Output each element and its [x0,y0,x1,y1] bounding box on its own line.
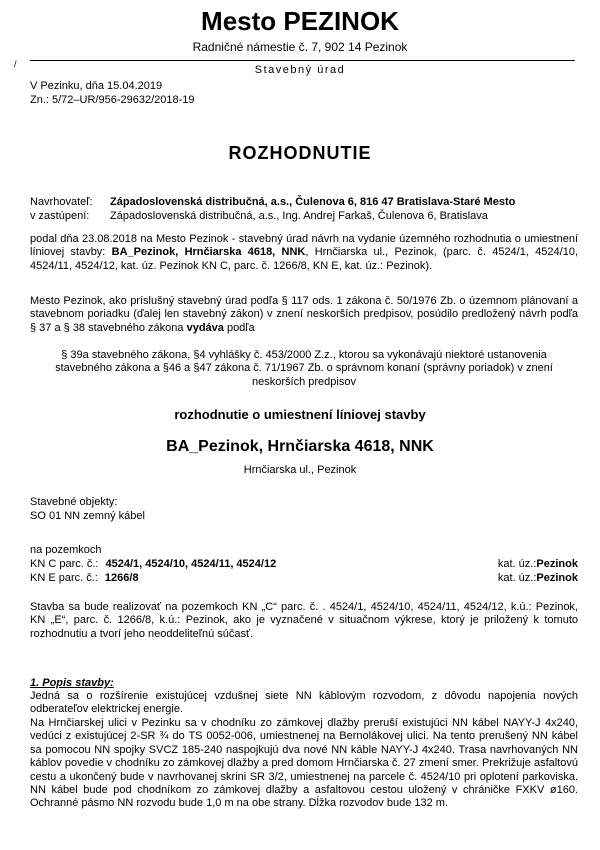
parcel-prefix: KN E parc. č.: [30,572,98,584]
applicant-value: Západoslovenská distribučná, a.s., Čulenova 6, 816 47 Bratislava-Staré Mesto [110,196,516,208]
paragraph-application [30,233,578,273]
project-name: BA_Pezinok, Hrnčiarska 4618, NNK [166,438,434,455]
paragraph-legal-basis: § 39a stavebného zákona, §4 vyhlášky č. 453/2000 Z.z., ktorou sa vykonávajú niektoré ustanovenia stavebného zákona a §46 a §47 zákona č. 71/1967 Zb. o správnom konaní (správny poriadok) v znení neskorších predpisov [55,349,553,388]
parcel-numbers: 4524/1, 4524/10, 4524/11, 4524/12 [105,558,277,570]
representative-label: v zastúpení: [30,210,90,222]
section-description-intro: Jedná sa o rozšírenie existujúcej vzdušnej siete NN káblovým rozvodom, z dôvodu napojenia nových odberateľov elektrickej energie. [30,690,578,716]
office-name: Stavebný úrad [254,64,346,76]
parcel-cadastre-kn-c [498,558,578,570]
paragraph-application-text: podal dňa 23.08.2018 na Mesto Pezinok - stavebný úrad návrh na vydanie územného rozhodnutia o umiestnení líniovej stavby: BA_Pezinok, Hrnčiarska 4618, NNK, Hrnčiarska ul., Pezinok, (parc. č. 4524/1, 4524/10, 4524/11, 4524/12, kat. úz. Pezinok KN C, parc. č. 1266/8, KN E, kat. úz.: Pezinok). [30,233,578,272]
decision-title: rozhodnutie o umiestnení líniovej stavby [174,407,426,422]
representative-value: Západoslovenská distribučná, a.s., Ing. Andrej Farkaš, Čulenova 6, Bratislava [110,210,488,222]
decision-heading: ROZHODNUTIE [228,143,372,163]
cadastre-place: Pezinok [536,572,578,584]
parcel-prefix: KN C parc. č.: [30,558,99,570]
office-address: Radničné námestie č. 7, 902 14 Pezinok [192,40,408,54]
section-title-description: 1. Popis stavby: [30,677,114,689]
paragraph-authority-tail: podľa [223,321,255,334]
parcel-row-kn-c [30,558,276,570]
cadastre-label: kat. úz.: [497,558,537,570]
project-location: Hrnčiarska ul., Pezinok [243,464,357,476]
section-description-body: Na Hrnčiarskej ulici v Pezinku sa v chodníku zo zámkovej dlažby preruší existujúci NN kábel NAYY-J 4x240, vedúci z existujúcej 2-SR ¾ do TS 0052-006, umiestnenej na Bernolákovej ulici. Na tento prerušený NN kábel sa pomocou NN spojky SVCZ 185-240 naspojkujú dva nové NN káble NAYY-J 4x240. Trasa navrhovaných NN káblov povedie v chodníku zo zámkovej dlažby a pred domom Hrnčiarska č. 27 zmení smer. Prekrižuje asfaltovú cestu a ukončený bude v navrhovanej skrini SR 3/2, umiestnenej na parcele č. 4524/10 pri oplotení parkoviska. NN kábel bude pod chodníkom zo zámkovej dlažby a asfaltovou cestou uložený v chráničke FXKV ø160. Ochranné pásmo NN rozvodu bude 1,0 m na obe strany. Dĺžka rozvodov bude 132 m. [30,717,578,810]
document-title: Mesto PEZINOK [201,6,399,36]
paragraph-authority [30,295,578,335]
margin-mark: / [14,59,17,69]
project-name-inline: BA_Pezinok, Hrnčiarska 4618, NNK [111,246,306,259]
reference-number: Zn.: 5/72–UR/956-29632/2018-19 [30,94,195,106]
cadastre-place: Pezinok [536,558,578,570]
parcel-cadastre-kn-e [498,572,578,584]
parcels-label: na pozemkoch [30,544,102,556]
applicant-label: Navrhovateľ: [30,196,93,208]
parcel-row-kn-e [30,572,139,584]
header-divider [30,60,575,61]
document-date: V Pezinku, dňa 15.04.2019 [30,80,163,92]
cadastre-label: kat. úz.: [497,572,537,584]
paragraph-authority-text: Mesto Pezinok, ako príslušný stavebný úrad podľa § 117 ods. 1 zákona č. 50/1976 Zb. o územnom plánovaní a stavebnom poriadku (ďalej len stavebný zákon) v znení neskorších predpisov, posúdilo predložený návrh podľa § 37 a § 38 stavebného zákona [30,295,578,334]
paragraph-realization: Stavba sa bude realizovať na pozemkoch KN „C“ parc. č. . 4524/1, 4524/10, 4524/11, 4524/12, k.ú.: Pezinok, KN „E“, parc. č. 1266/8, k.ú.: Pezinok, ako je vyznačené v situačnom výkrese, ktorý je priložený k tomuto rozhodnutiu a tvorí jeho neoddeliteľnú súčasť. [30,601,578,640]
objects-label: Stavebné objekty: [30,496,118,508]
issues-word: vydáva [186,321,224,334]
parcel-numbers: 1266/8 [104,572,139,584]
objects-item: SO 01 NN zemný kábel [30,510,145,522]
